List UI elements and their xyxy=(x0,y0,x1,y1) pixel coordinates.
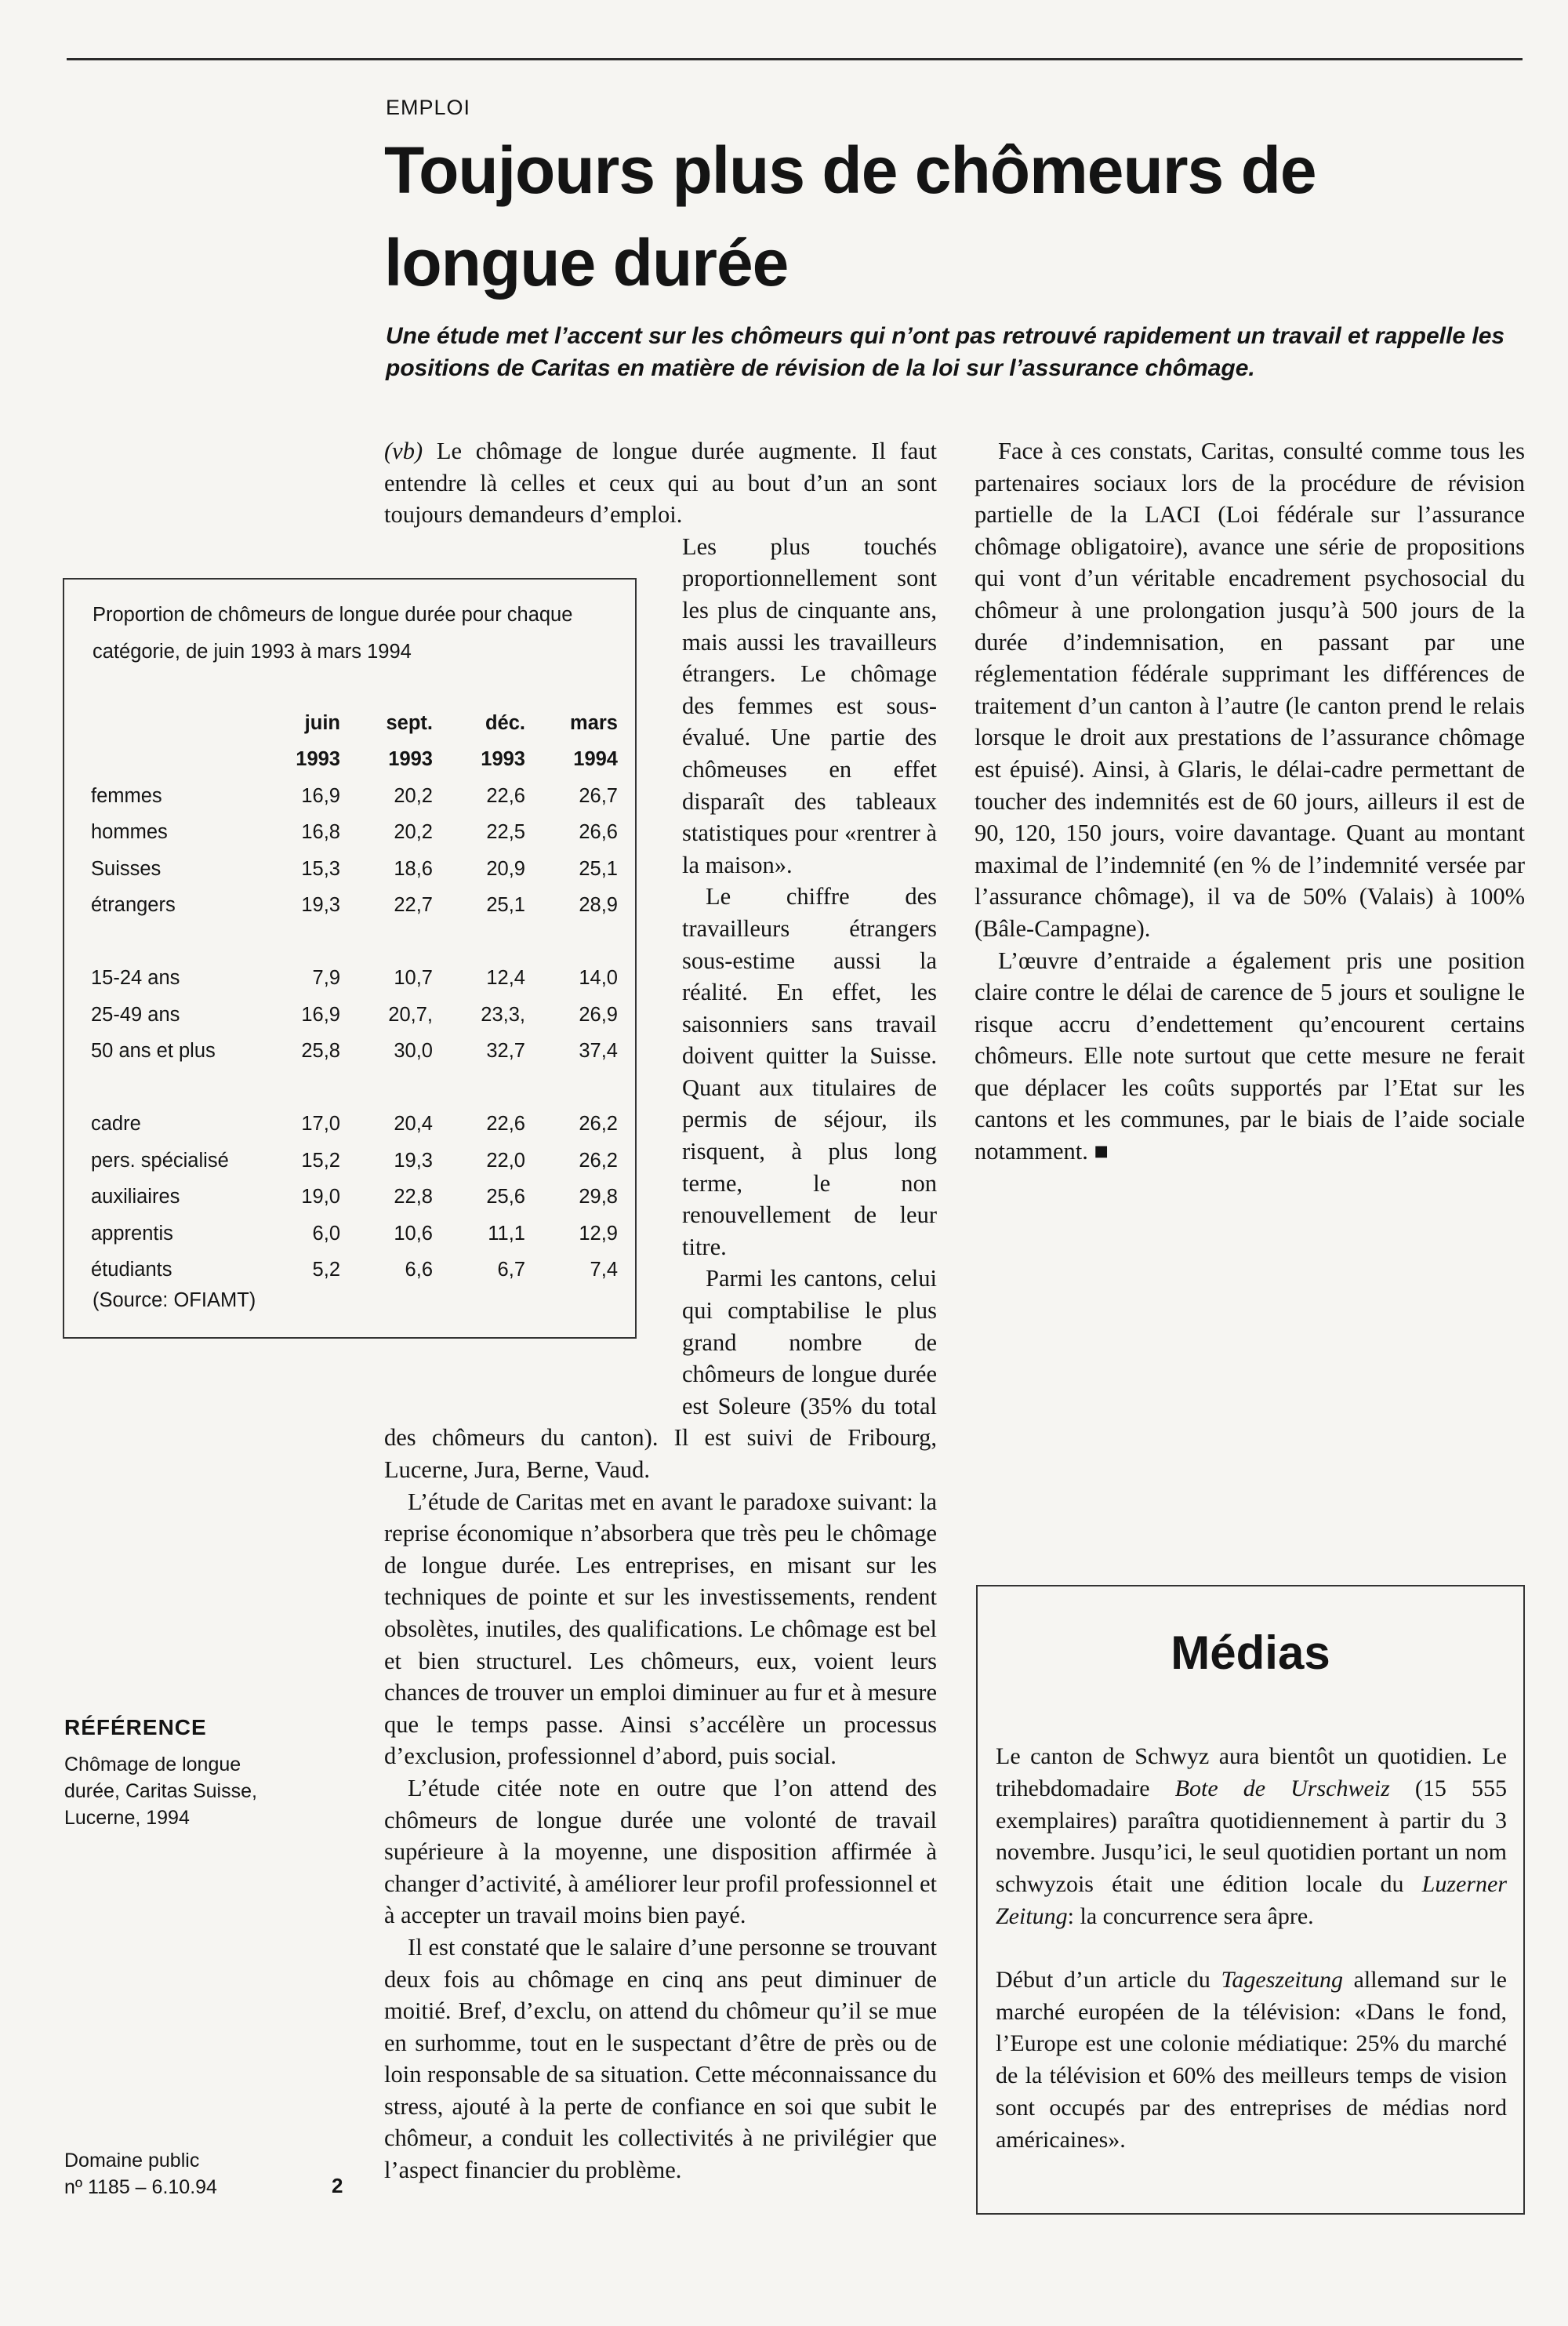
author-initials: (vb) xyxy=(384,438,423,464)
header-month: déc. xyxy=(485,711,525,734)
medias-box xyxy=(976,1585,1525,2215)
paragraph-7: Face à ces constats, Caritas, consulté comme tous les partenaires sociaux lors de la procédure de révision partielle de la LACI (Loi fédérale sur l’assurance chômage obligatoire), avance une série de propositions qui vont d’un véritable encadrement psychosocial du chômeur à une prolongation jusqu’à 500 jours de la durée d’indemnisation, en passant par une réglementation fédérale supprimant les différences de traitement d’un canton à l’autre (le canton prend le relais lorsque le droit aux prestations de l’assurance chômage est épuisé). Ainsi, à Glaris, le délai-cadre permettant de toucher des indemnités est de 60 jours, ailleurs il est de 90, 120, 150 jours, voire davantage. Quant au montant maximal de l’indemnité (en % de l’indemnité versée par l’assurance chômage), il va de 50% (Valais) à 100% (Bâle-Campagne). xyxy=(975,438,1525,942)
article-lead: Une étude met l’accent sur les chômeurs qui n’ont pas retrouvé rapidement un travail et rappelle les positions de Caritas en matière de révision de la loi sur l’assurance chômage. xyxy=(386,323,1505,381)
footer-publication xyxy=(64,2147,217,2201)
medias-title: Médias xyxy=(1171,1626,1330,1679)
table-row: cadre 17,0 20,4 22,6 26,2 xyxy=(91,1113,618,1136)
table-row: hommes 16,8 20,2 22,5 26,6 xyxy=(91,821,618,844)
table-row: étrangers 19,3 22,7 25,1 28,9 xyxy=(91,894,618,917)
table-row: 15-24 ans 7,9 10,7 12,4 14,0 xyxy=(91,967,618,990)
table-row: étudiants 5,2 6,6 6,7 7,4 xyxy=(91,1259,618,1281)
reference-text: Chômage de longue durée, Caritas Suisse, Lucerne, 1994 xyxy=(64,1754,257,1829)
table-header-years xyxy=(91,742,618,779)
paragraph-6: Il est constaté que le salaire d’une personne se trouvant deux fois au chômage en cinq ans peut diminuer de moitié. Bref, d’exclu, on attend du chômeur qu’il se mue en surhomme, tout en le suspectant d’être de près ou de loin responsable de sa situation. Cette méconnaissance du stress, ajouté à la perte de confiance en soi que subit le chômeur, a conduit les collectivités à ne privilégier que l’aspect financier du problème. xyxy=(384,1933,937,2184)
top-rule xyxy=(67,58,1523,60)
reference-block xyxy=(64,1715,299,1831)
header-month: juin xyxy=(304,711,340,734)
header-year: 1993 xyxy=(296,748,340,771)
end-mark: ■ xyxy=(1094,1138,1109,1165)
paragraph-5: L’étude citée note en outre que l’on attend des chômeurs de longue durée une volonté de travail supérieure à la moyenne, une disposition affirmée à changer d’activité, à améliorer leur profil professionnel et à accepter un travail moins bien payé. xyxy=(384,1774,937,1929)
footer-title: Domaine public xyxy=(64,2150,200,2172)
footer-issue: nº 1185 – 6.10.94 xyxy=(64,2176,217,2198)
table-row: 50 ans et plus 25,8 30,0 32,7 37,4 xyxy=(91,1040,618,1063)
stats-caption: Proportion de chômeurs de longue durée pour chaque catégorie, de juin 1993 à mars 1994 xyxy=(93,604,573,663)
table-row: 25-49 ans 16,9 20,7, 23,3, 26,9 xyxy=(91,1003,618,1026)
paragraph-1b: Les plus touchés proportionnellement sont les plus de cinquante ans, mais aussi les travailleurs étrangers. Le chômage des femmes est sous-évalué. Une partie des chômeuses en effet disparaît des tableaux statistiques pour «rentrer à la maison». xyxy=(682,532,937,878)
header-year: 1993 xyxy=(481,748,525,771)
paragraph-1a: (vb) Le chômage de longue durée augmente. Il faut entendre là celles et ceux qui au bout d’un an sont toujours demandeurs d’emploi. xyxy=(384,438,937,529)
section-rubric: EMPLOI xyxy=(386,96,471,119)
reference-title: RÉFÉRENCE xyxy=(64,1715,207,1739)
medias-paragraph-1: Le canton de Schwyz aura bientôt un quotidien. Le trihebdomadaire Bote de Urschweiz (15 555 exemplaires) paraîtra quotidiennement à partir du 3 novembre. Jusqu’ici, le seul quotidien portant un nom schwyzois était une édition locale du Luzerner Zeitung: la concurrence sera âpre. xyxy=(996,1743,1507,1929)
paragraph-2: Le chiffre des travailleurs étrangers sous-estime aussi la réalité. En effet, les saisonniers sans travail doivent quitter la Suisse. Quant aux titulaires de permis de séjour, ils risquent, à plus long terme, le non renouvellement de leur titre. xyxy=(682,883,937,1260)
header-month: sept. xyxy=(386,711,433,734)
table-header-months xyxy=(91,705,618,742)
table-row: pers. spécialisé 15,2 19,3 22,0 26,2 xyxy=(91,1149,618,1172)
stats-source: (Source: OFIAMT) xyxy=(93,1289,256,1311)
stats-table-box xyxy=(63,578,637,1339)
paragraph-4: L’étude de Caritas met en avant le paradoxe suivant: la reprise économique n’absorbera que très peu le chômage de longue durée. Les entreprises, en misant sur les techniques de pointe et sur les investissements, rendent obsolètes, inutiles, des qualifications. Le chômage est bel et bien structurel. Les chômeurs, eux, voient leurs chances de trouver un emploi diminuer au fur et à mesure que le temps passe. Ainsi s’accélère un processus d’exclusion, professionnel d’abord, puis social. xyxy=(384,1488,937,1770)
article-title: Toujours plus de chômeurs de longue durée xyxy=(384,133,1316,300)
page-number: 2 xyxy=(332,2174,343,2197)
stats-table xyxy=(91,705,618,1288)
table-gap xyxy=(91,1070,618,1107)
header-month: mars xyxy=(570,711,618,734)
header-year: 1994 xyxy=(573,748,618,771)
article-column-right xyxy=(975,435,1525,1168)
paragraph-8: L’œuvre d’entraide a également pris une position claire contre le délai de carence de 5 jours et souligne le risque accru d’endettement qu’encourent certains chômeurs. Elle note surtout que cette mesure ne ferait que déplacer les coûts supportés par l’Etat sur les cantons et les communes, par le biais de l’aide sociale notamment. ■ xyxy=(975,947,1525,1165)
header-year: 1993 xyxy=(388,748,433,771)
table-row: apprentis 6,0 10,6 11,1 12,9 xyxy=(91,1222,618,1245)
medias-paragraph-2: Début d’un article du Tageszeitung allemand sur le marché européen de la télévision: «Dans le fond, l’Europe est une colonie médiatique: 25% du marché de la télévision et 60% des meilleurs temps de vision sont occupés par des entreprises de médias nord américaines». xyxy=(996,1966,1507,2153)
table-gap xyxy=(91,924,618,961)
paragraph-3: Parmi les cantons, celui qui comptabilise le plus grand nombre de chômeurs de longue durée est Soleure (35% du total des chômeurs du canton). Il est suivi de Fribourg, Lucerne, Jura, Berne, Vaud. xyxy=(384,1265,937,1483)
medias-body xyxy=(996,1741,1507,2188)
table-row: femmes 16,9 20,2 22,6 26,7 xyxy=(91,784,618,807)
table-row: Suisses 15,3 18,6 20,9 25,1 xyxy=(91,857,618,880)
table-row: auxiliaires 19,0 22,8 25,6 29,8 xyxy=(91,1186,618,1208)
